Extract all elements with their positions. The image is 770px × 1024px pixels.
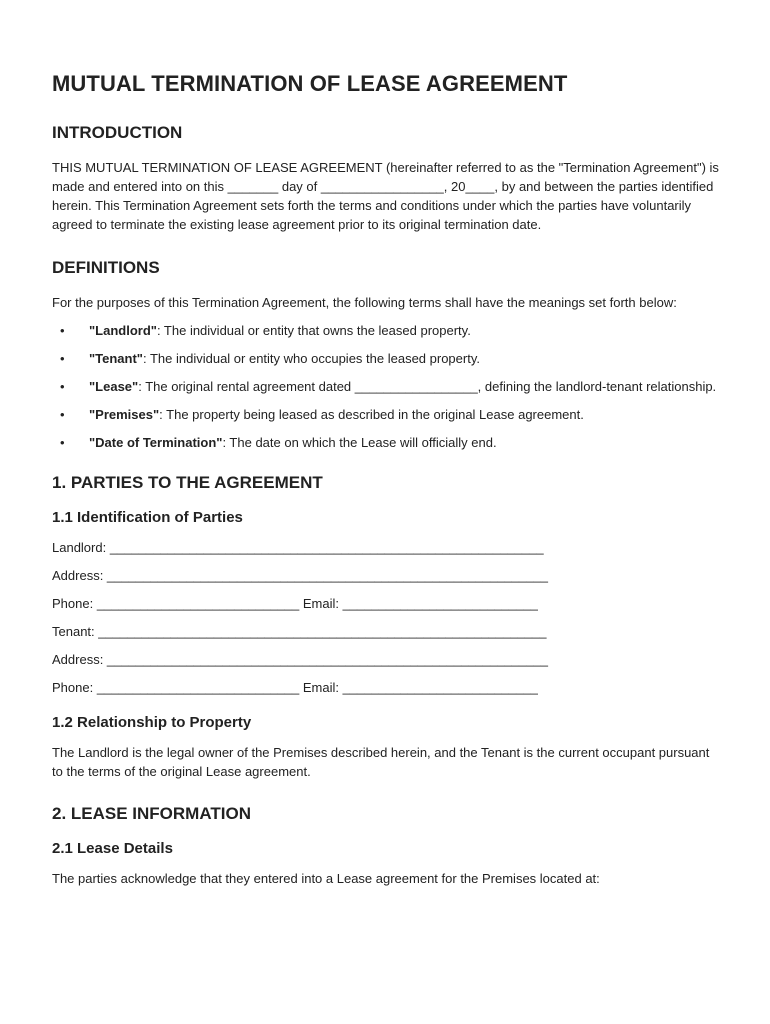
introduction-heading: INTRODUCTION (52, 123, 183, 142)
document-page (52, 70, 722, 888)
section1-heading: 1. PARTIES TO THE AGREEMENT (52, 473, 323, 492)
definition-text: : The property being leased as described in the original Lease agreement. (159, 407, 584, 422)
document-title: MUTUAL TERMINATION OF LEASE AGREEMENT (52, 71, 568, 96)
bullet-icon: • (60, 435, 65, 450)
bullet-icon: • (60, 407, 65, 422)
definition-term: "Premises" (89, 407, 160, 422)
section1-2-paragraph: The Landlord is the legal owner of the Premises described herein, and the Tenant is the current occupant pursuant to the terms of the original Lease agreement. (52, 745, 710, 779)
section2-1-heading: 2.1 Lease Details (52, 840, 173, 857)
landlord-name-field[interactable]: Landlord: ____________________________________________________________ (52, 540, 544, 555)
definition-term: "Landlord" (89, 323, 157, 338)
definition-text: : The individual or entity who occupies the leased property. (142, 351, 480, 366)
definition-item-premises (52, 405, 722, 424)
tenant-address-field[interactable]: Address: _____________________________________________________________ (52, 652, 548, 667)
tenant-name-field[interactable]: Tenant: ______________________________________________________________ (52, 624, 547, 639)
definition-item-lease (52, 377, 722, 396)
bullet-icon: • (60, 379, 65, 394)
definitions-list (52, 321, 722, 452)
definition-text: : The original rental agreement dated _________________, defining the landlord-tenant relationship. (138, 379, 717, 394)
landlord-address-field[interactable]: Address: _____________________________________________________________ (52, 568, 548, 583)
definition-text: : The date on which the Lease will officially end. (222, 435, 497, 450)
definition-text: : The individual or entity that owns the leased property. (156, 323, 471, 338)
definitions-intro: For the purposes of this Termination Agreement, the following terms shall have the meanings set forth below: (52, 295, 677, 310)
tenant-contact-field[interactable]: Phone: ____________________________ Email: ___________________________ (52, 680, 538, 695)
definition-item-tenant (52, 349, 722, 368)
definition-term: "Date of Termination" (89, 435, 223, 450)
introduction-paragraph: THIS MUTUAL TERMINATION OF LEASE AGREEMENT (hereinafter referred to as the "Termination Agreement") is made and entered into on this _______ day of _________________, 20____, by and between the parties identified herein. This Termination Agreement sets forth the terms and conditions under which the parties have voluntarily agreed to terminate the existing lease agreement prior to its original termination date. (52, 160, 719, 232)
section1-2-heading: 1.2 Relationship to Property (52, 714, 252, 731)
bullet-icon: • (60, 351, 65, 366)
section2-heading: 2. LEASE INFORMATION (52, 804, 251, 823)
section1-1-heading: 1.1 Identification of Parties (52, 509, 243, 526)
definition-term: "Tenant" (89, 351, 143, 366)
definitions-heading: DEFINITIONS (52, 258, 160, 277)
bullet-icon: • (60, 323, 65, 338)
section2-1-paragraph: The parties acknowledge that they entered into a Lease agreement for the Premises located at: (52, 871, 600, 886)
definition-item-date-of-termination (52, 433, 722, 452)
definition-item-landlord (52, 321, 722, 340)
definition-term: "Lease" (89, 379, 139, 394)
landlord-contact-field[interactable]: Phone: ____________________________ Email: ___________________________ (52, 596, 538, 611)
